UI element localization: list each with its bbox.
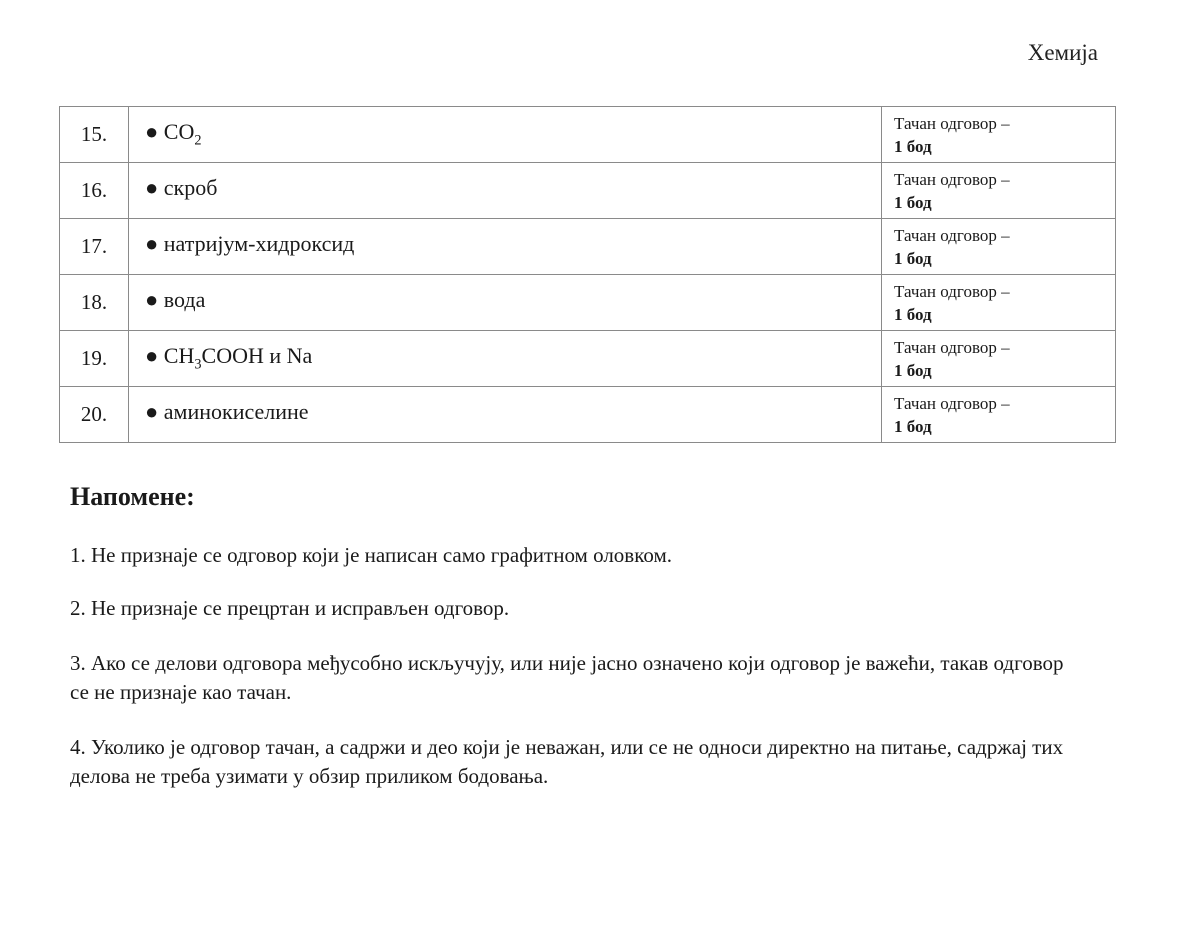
question-number: 18. [60, 275, 129, 331]
answer-text [129, 163, 882, 219]
answer-main: ● CH [145, 343, 195, 369]
score-label: Тачан одговор – [894, 281, 1010, 301]
table-row [60, 275, 1116, 331]
question-number: 15. [60, 107, 129, 163]
note-item: 2. Не признаје се прецртан и исправљен одговор. [70, 596, 510, 620]
score-points: 1 бод [894, 304, 932, 324]
score-points: 1 бод [894, 416, 932, 436]
answer-text [129, 107, 882, 163]
score-cell [882, 275, 1116, 331]
answer-main: ● вода [145, 287, 206, 313]
answer-text [129, 275, 882, 331]
score-points: 1 бод [894, 360, 932, 380]
answer-text [129, 331, 882, 387]
answer-main: ● натријум-хидроксид [145, 231, 355, 257]
score-points: 1 бод [894, 248, 932, 268]
table-row [60, 107, 1116, 163]
notes-title: Напомене: [70, 482, 195, 511]
answer-text [129, 387, 882, 443]
table-row [60, 219, 1116, 275]
note-item: 4. Уколико је одговор тачан, а садржи и део који је неважан, или се не односи директно на питање, садржај тих делова не треба узимати у обзир приликом бодовања. [70, 735, 1064, 788]
question-number: 20. [60, 387, 129, 443]
score-label: Тачан одговор – [894, 393, 1010, 413]
question-number: 19. [60, 331, 129, 387]
question-number: 17. [60, 219, 129, 275]
table-row [60, 387, 1116, 443]
table-row [60, 163, 1116, 219]
answer-main: ● аминокиселине [145, 399, 309, 425]
score-cell [882, 163, 1116, 219]
table-row [60, 331, 1116, 387]
score-points: 1 бод [894, 192, 932, 212]
note-item: 3. Ако се делови одговора међусобно искључују, или није јасно означено који одговор је важећи, такав одговор се не признаје као тачан. [70, 651, 1064, 704]
score-label: Тачан одговор – [894, 169, 1010, 189]
answer-table [59, 106, 1116, 443]
answer-tail: COOH и Na [201, 343, 313, 369]
score-cell [882, 387, 1116, 443]
score-label: Тачан одговор – [894, 113, 1010, 133]
score-cell [882, 107, 1116, 163]
score-label: Тачан одговор – [894, 337, 1010, 357]
note-item: 1. Не признаје се одговор који је написан само графитном оловком. [70, 543, 672, 567]
score-points: 1 бод [894, 136, 932, 156]
answer-subscript: 2 [194, 132, 202, 149]
answer-main: ● скроб [145, 175, 218, 201]
answer-text [129, 219, 882, 275]
answer-main: ● CO [145, 119, 195, 145]
score-cell [882, 219, 1116, 275]
page-header-subject: Хемија [1027, 40, 1098, 65]
score-label: Тачан одговор – [894, 225, 1010, 245]
answer-subscript: 3 [194, 356, 202, 373]
score-cell [882, 331, 1116, 387]
question-number: 16. [60, 163, 129, 219]
